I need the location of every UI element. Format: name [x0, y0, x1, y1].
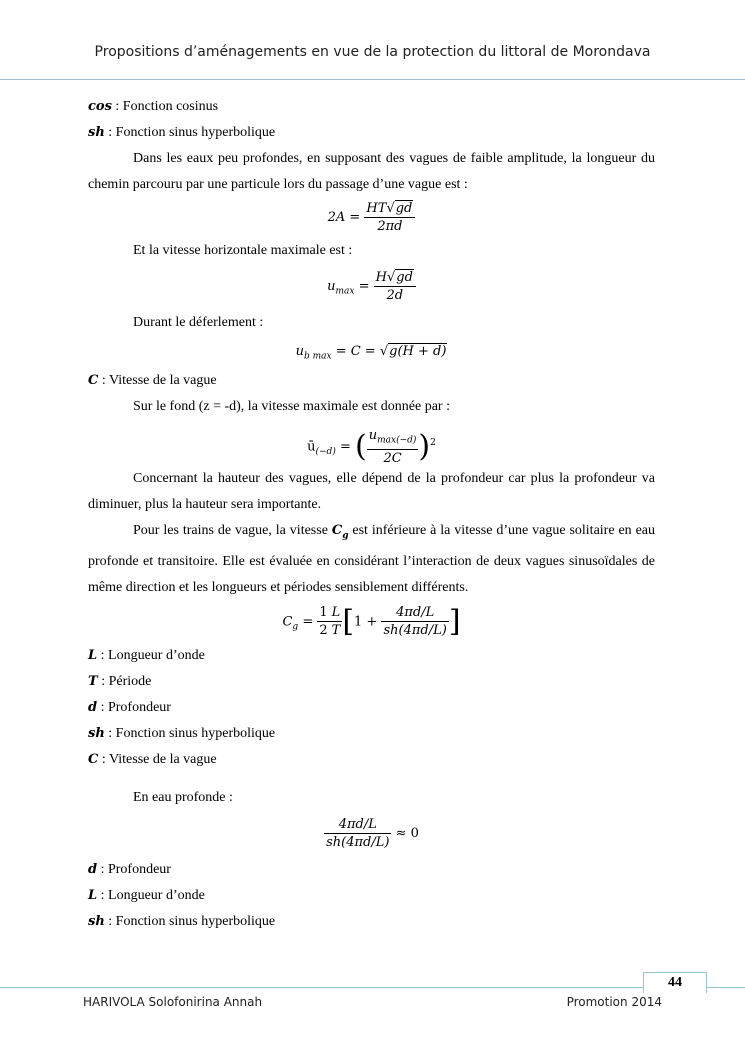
- paragraph: Sur le fond (z = -d), la vitesse maximale est donnée par :: [133, 399, 450, 414]
- equation-path-length: 2A = $\frac{HT√gd}{2\pi d}$: [88, 198, 655, 238]
- paragraph: Durant le déferlement :: [133, 315, 264, 330]
- equation-bottom-velocity: $ū_{(-d)}$ = ( $\frac{u_{max(-d)}}{2C}$ )$^2$: [307, 427, 436, 467]
- definition-item: C : Vitesse de la vague: [88, 751, 217, 767]
- page-header: Propositions d’aménagements en vue de la protection du littoral de Morondava: [94, 44, 651, 60]
- definition-item: sh : Fonction sinus hyperbolique: [88, 725, 276, 741]
- footer-author: HARIVOLA Solofonirina Annah: [83, 995, 263, 1009]
- page-body: [88, 94, 655, 935]
- definition-item: L : Longueur d’onde: [88, 887, 205, 903]
- definition-item: cos : Fonction cosinus: [88, 99, 219, 114]
- paragraph: Pour les trains de vague, la vitesse $C_g$ est inférieure à la vitesse d’une vague solitaire en eau profonde et transitoire. Elle est évaluée en considérant l’interaction de deux vagues sinusoïdales de même direction et les longueurs et périodes sensiblement différents.: [88, 523, 656, 595]
- footer-rule: [0, 987, 745, 988]
- footer-promotion: Promotion 2014: [566, 995, 662, 1009]
- definition-item: T : Période: [88, 673, 152, 689]
- equation-group-velocity: $C_g$ = $\frac{1}{2}$ $\frac{L}{T}$ [1 + $\frac{4\pi d/L}{sh(4\pi d/L)}$ ]: [282, 603, 461, 639]
- equation-breaking: $u_{b max} = C = √g(H + d)$: [295, 344, 447, 362]
- definition-item: d : Profondeur: [88, 699, 171, 715]
- definition-item: d : Profondeur: [88, 861, 171, 877]
- page-number: 44: [643, 972, 707, 993]
- definition-item: C : Vitesse de la vague: [88, 373, 217, 388]
- paragraph: En eau profonde :: [133, 789, 233, 805]
- paragraph: Et la vitesse horizontale maximale est :: [133, 243, 353, 258]
- equation-deep-water: $\frac{4\pi d/L}{sh(4\pi d/L)}$ ≈ 0: [326, 816, 419, 850]
- paragraph: Dans les eaux peu profondes, en supposant des vagues de faible amplitude, la longueur du chemin parcouru par une particule lors du passage d’une vague est :: [88, 151, 655, 192]
- paragraph: Concernant la hauteur des vagues, elle dépend de la profondeur car plus la profondeur va diminuer, plus la hauteur sera importante.: [88, 471, 655, 512]
- equation-max-velocity: $u_{max}$ = $\frac{H√gd}{2d}$: [88, 264, 655, 310]
- header-rule: [0, 79, 745, 80]
- definition-item: sh : Fonction sinus hyperbolique: [88, 913, 276, 929]
- definition-item: sh : Fonction sinus hyperbolique: [88, 125, 276, 140]
- definition-item: L : Longueur d’onde: [88, 647, 205, 663]
